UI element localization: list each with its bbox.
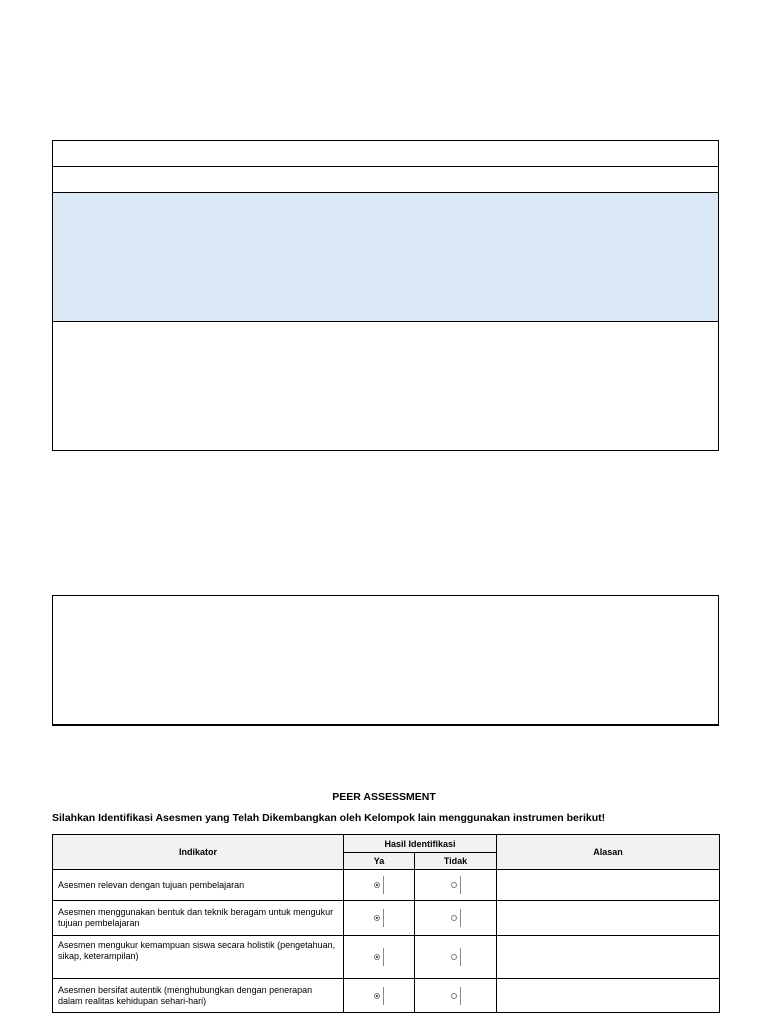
cursor-icon <box>460 987 461 1005</box>
top-table-row-2 <box>53 167 718 193</box>
ya-option[interactable] <box>344 901 415 936</box>
header-indikator: Indikator <box>53 835 344 870</box>
indikator-cell: Asesmen mengukur kemampuan siswa secara holistik (pengetahuan, sikap, keterampilan) <box>53 936 344 979</box>
header-alasan: Alasan <box>497 835 720 870</box>
radio-unchecked-icon[interactable] <box>451 915 457 921</box>
top-table <box>52 140 719 451</box>
table-row <box>53 979 720 1013</box>
ya-option[interactable] <box>344 870 415 901</box>
table-row <box>53 870 720 901</box>
alasan-cell[interactable] <box>497 979 720 1013</box>
indikator-cell: Asesmen relevan dengan tujuan pembelajaran <box>53 870 344 901</box>
indikator-cell: Asesmen bersifat autentik (menghubungkan dengan penerapan dalam realitas kehidupan sehari-hari) <box>53 979 344 1013</box>
radio-unchecked-icon[interactable] <box>451 882 457 888</box>
tidak-option[interactable] <box>415 936 497 979</box>
radio-checked-icon[interactable] <box>374 954 380 960</box>
cursor-icon <box>383 876 384 894</box>
header-hasil-identifikasi: Hasil Identifikasi <box>344 835 497 853</box>
top-table-row-1 <box>53 141 718 167</box>
peer-assessment-title: PEER ASSESSMENT <box>332 791 436 803</box>
radio-checked-icon[interactable] <box>374 915 380 921</box>
radio-unchecked-icon[interactable] <box>451 954 457 960</box>
cursor-icon <box>383 987 384 1005</box>
tidak-option[interactable] <box>415 979 497 1013</box>
alasan-cell[interactable] <box>497 870 720 901</box>
header-ya: Ya <box>344 853 415 870</box>
cursor-icon <box>460 909 461 927</box>
answer-box <box>52 595 719 726</box>
tidak-option[interactable] <box>415 870 497 901</box>
table-row <box>53 936 720 979</box>
radio-checked-icon[interactable] <box>374 882 380 888</box>
tidak-option[interactable] <box>415 901 497 936</box>
radio-unchecked-icon[interactable] <box>451 993 457 999</box>
alasan-cell[interactable] <box>497 901 720 936</box>
ya-option[interactable] <box>344 936 415 979</box>
radio-checked-icon[interactable] <box>374 993 380 999</box>
cursor-icon <box>460 876 461 894</box>
peer-assessment-table <box>52 834 720 1013</box>
table-row <box>53 901 720 936</box>
indikator-cell: Asesmen menggunakan bentuk dan teknik beragam untuk mengukur tujuan pembelajaran <box>53 901 344 936</box>
top-table-highlighted-row <box>53 193 718 322</box>
ya-option[interactable] <box>344 979 415 1013</box>
cursor-icon <box>383 948 384 966</box>
header-tidak: Tidak <box>415 853 497 870</box>
peer-assessment-instruction: Silahkan Identifikasi Asesmen yang Telah Dikembangkan oleh Kelompok lain menggunakan instrumen berikut! <box>52 812 606 824</box>
alasan-cell[interactable] <box>497 936 720 979</box>
cursor-icon <box>460 948 461 966</box>
cursor-icon <box>383 909 384 927</box>
top-table-row-4 <box>53 322 718 450</box>
